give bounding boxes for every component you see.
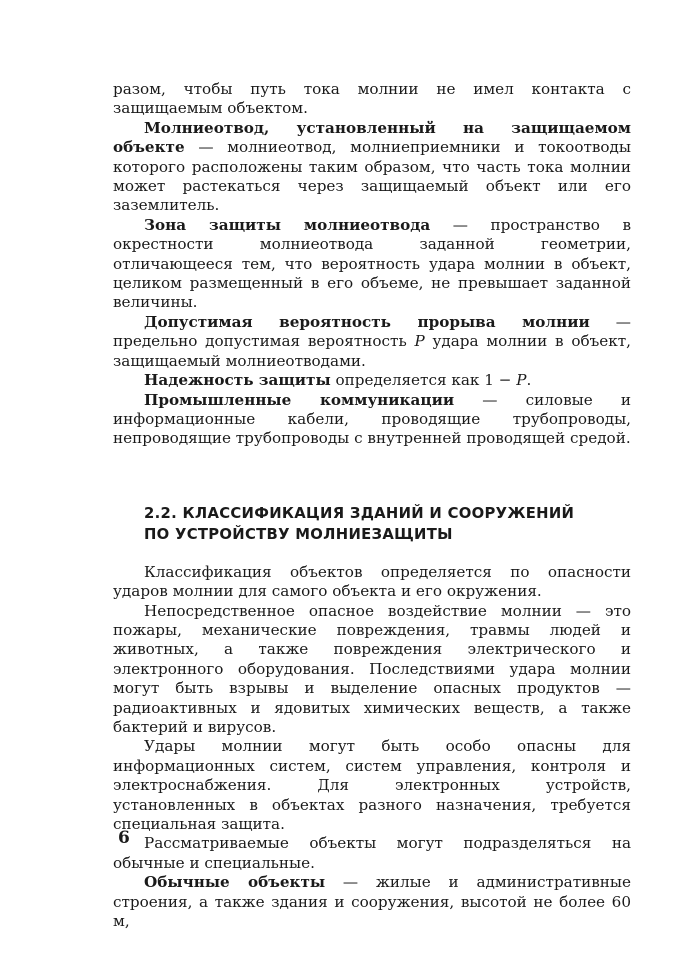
paragraph-continuation <box>113 80 631 119</box>
paragraph-information-systems <box>113 737 631 834</box>
definition-lightning-rod-on-object <box>113 119 631 216</box>
paragraph-direct-impact <box>113 602 631 738</box>
paragraph-text: Удары молнии могут быть особо опасны для информационных систем, систем управления, контроля и электроснабжения. Для электронных устройств, установленных в объектах разного назначения, требуется специальная защита. <box>113 737 631 833</box>
definition-protection-zone <box>113 216 631 313</box>
page-number: 6 <box>118 828 130 848</box>
definition-text: — пространство в окрестности молниеотвода заданной геометрии, отличающееся тем, что вероятность удара молнии в объект, целиком размещенный в его объеме, не превышает заданной величины. <box>113 215 631 312</box>
variable-p: P <box>516 371 527 390</box>
definition-text: определяется как 1 − <box>330 371 517 390</box>
term: Зона защиты молниеотвода <box>144 215 431 234</box>
definition-text: удара молнии в объект, защищаемый молниеотводами. <box>113 332 631 370</box>
term: Молниеотвод, установленный на защищаемом объекте <box>113 118 631 157</box>
section-heading: 2.2. КЛАССИФИКАЦИЯ ЗДАНИЙ И СООРУЖЕНИЙ ПО УСТРОЙСТВУ МОЛНИЕЗАЩИТЫ <box>144 504 575 543</box>
definition-text: — предельно допустимая вероятность <box>113 312 631 351</box>
term: Обычные объекты <box>144 873 326 892</box>
variable-p: P <box>414 332 425 351</box>
definition-text: . <box>526 371 532 390</box>
term: Надежность защиты <box>144 371 331 390</box>
page-body <box>113 80 631 931</box>
definition-text: — силовые и информационные кабели, проводящие трубопроводы, непроводящие трубопроводы с внутренней проводящей средой. <box>113 390 631 448</box>
paragraph-text: Непосредственное опасное воздействие молнии — это пожары, механические повреждения, травмы людей и животных, а также повреждения электрического и электронного оборудования. Последствиями удара молнии могут быть взрывы и выделение опасных продуктов — радиоактивных и ядовитых химических веществ, а также бактерий и вирусов. <box>113 601 631 736</box>
definition-ordinary-objects <box>113 873 631 931</box>
paragraph-text: разом, чтобы путь тока молнии не имел контакта с защищаемым объектом. <box>113 80 631 118</box>
paragraph-object-types <box>113 834 631 873</box>
definition-industrial-communications <box>113 391 631 449</box>
paragraph-text: Классификация объектов определяется по опасности ударов молнии для самого объекта и его окружения. <box>113 562 631 601</box>
paragraph-classification <box>113 563 631 602</box>
term: Промышленные коммуникации <box>144 390 455 409</box>
paragraph-text: Рассматриваемые объекты могут подразделяться на обычные и специальные. <box>113 834 631 872</box>
definition-protection-reliability <box>113 371 631 390</box>
definition-breakthrough-probability <box>113 313 631 371</box>
definition-text: — молниеотвод, молниеприемники и токоотводы которого расположены таким образом, что часть тока молнии может растекаться через защищаемый объект или его заземлитель. <box>113 138 631 215</box>
term: Допустимая вероятность прорыва молнии <box>144 312 590 331</box>
definition-text: — жилые и административные строения, а также здания и сооружения, высотой не более 60 м, <box>113 873 631 931</box>
